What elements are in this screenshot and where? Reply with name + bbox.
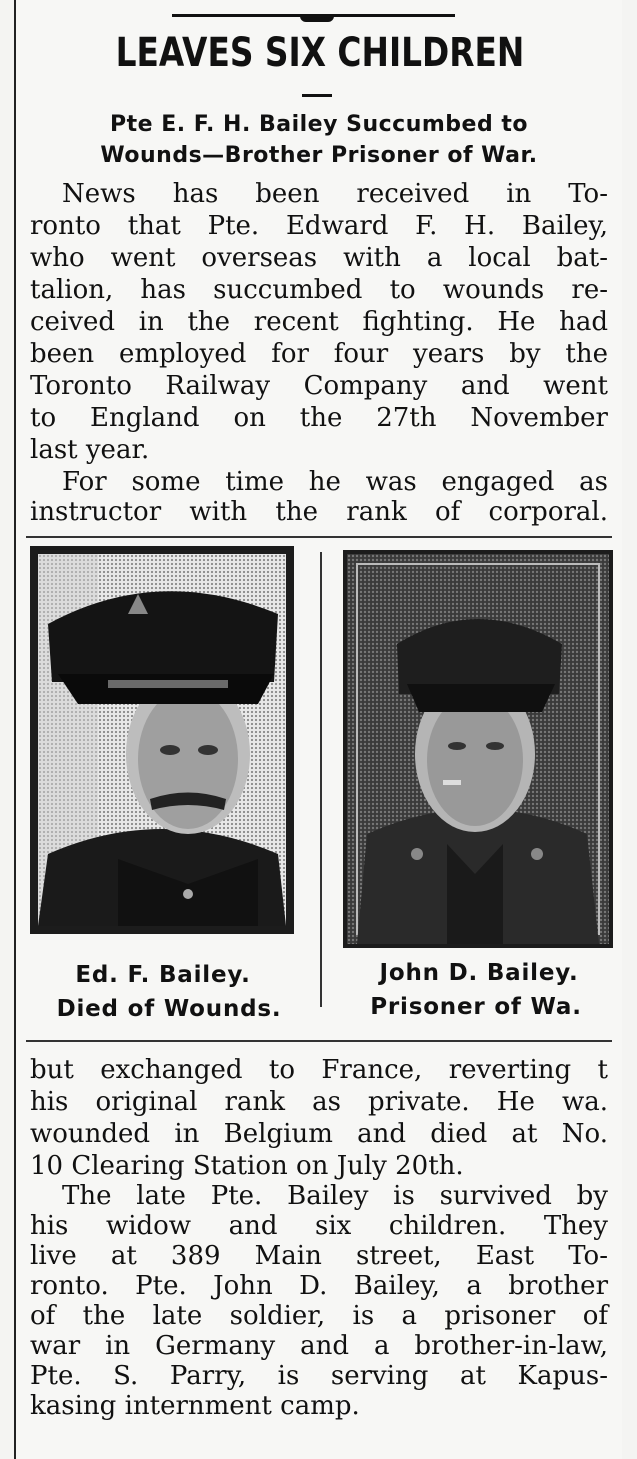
body-line: war in Germany and a brother-in-law, xyxy=(30,1331,608,1361)
subheadline-line-1: Pte E. F. H. Bailey Succumbed to xyxy=(109,112,528,137)
body-line: but exchanged to France, reverting t xyxy=(30,1055,608,1085)
caption-left-line-2: Died of Wounds. xyxy=(56,996,282,1022)
caption-right-line-2: Prisoner of Wa. xyxy=(370,994,582,1020)
body-line: ronto. Pte. John D. Bailey, a brother xyxy=(30,1271,608,1301)
body-line: been employed for four years by the xyxy=(30,339,608,369)
body-line: For some time he was engaged as xyxy=(62,467,608,497)
portrait-john-bailey xyxy=(347,554,609,944)
headline-dash xyxy=(302,94,332,97)
body-line: his widow and six children. They xyxy=(30,1211,608,1241)
body-line: News has been received in To- xyxy=(62,179,608,209)
body-line: ronto that Pte. Edward F. H. Bailey, xyxy=(30,211,608,241)
body-line: talion, has succumbed to wounds re- xyxy=(30,275,608,305)
body-line: The late Pte. Bailey is survived by xyxy=(62,1181,608,1211)
body-line: last year. xyxy=(30,435,150,465)
body-line: to England on the 27th November xyxy=(30,403,608,433)
photo-divider xyxy=(320,552,322,1007)
body-line: Pte. S. Parry, is serving at Kapus- xyxy=(30,1361,608,1391)
body-line: instructor with the rank of corporal. xyxy=(30,497,608,527)
caption-right-line-1: John D. Bailey. xyxy=(379,960,579,986)
body-line: who went overseas with a local bat- xyxy=(30,243,608,273)
body-line: of the late soldier, is a prisoner of xyxy=(30,1301,608,1331)
body-line: wounded in Belgium and died at No. xyxy=(30,1119,608,1149)
body-line: ceived in the recent fighting. He had xyxy=(30,307,608,337)
headline: LEAVES SIX CHILDREN xyxy=(115,30,525,76)
body-line: live at 389 Main street, East To- xyxy=(30,1241,608,1271)
body-line: 10 Clearing Station on July 20th. xyxy=(30,1151,464,1181)
body-line: kasing internment camp. xyxy=(30,1391,360,1421)
body-line: Toronto Railway Company and went xyxy=(30,371,608,401)
body-line: his original rank as private. He wa. xyxy=(30,1087,608,1117)
portrait-ed-bailey xyxy=(38,554,286,926)
section-rule xyxy=(26,536,612,538)
subheadline-line-2: Wounds—Brother Prisoner of War. xyxy=(100,143,538,168)
section-rule xyxy=(26,1040,612,1042)
top-ornament xyxy=(300,16,334,22)
caption-left-line-1: Ed. F. Bailey. xyxy=(75,962,251,988)
